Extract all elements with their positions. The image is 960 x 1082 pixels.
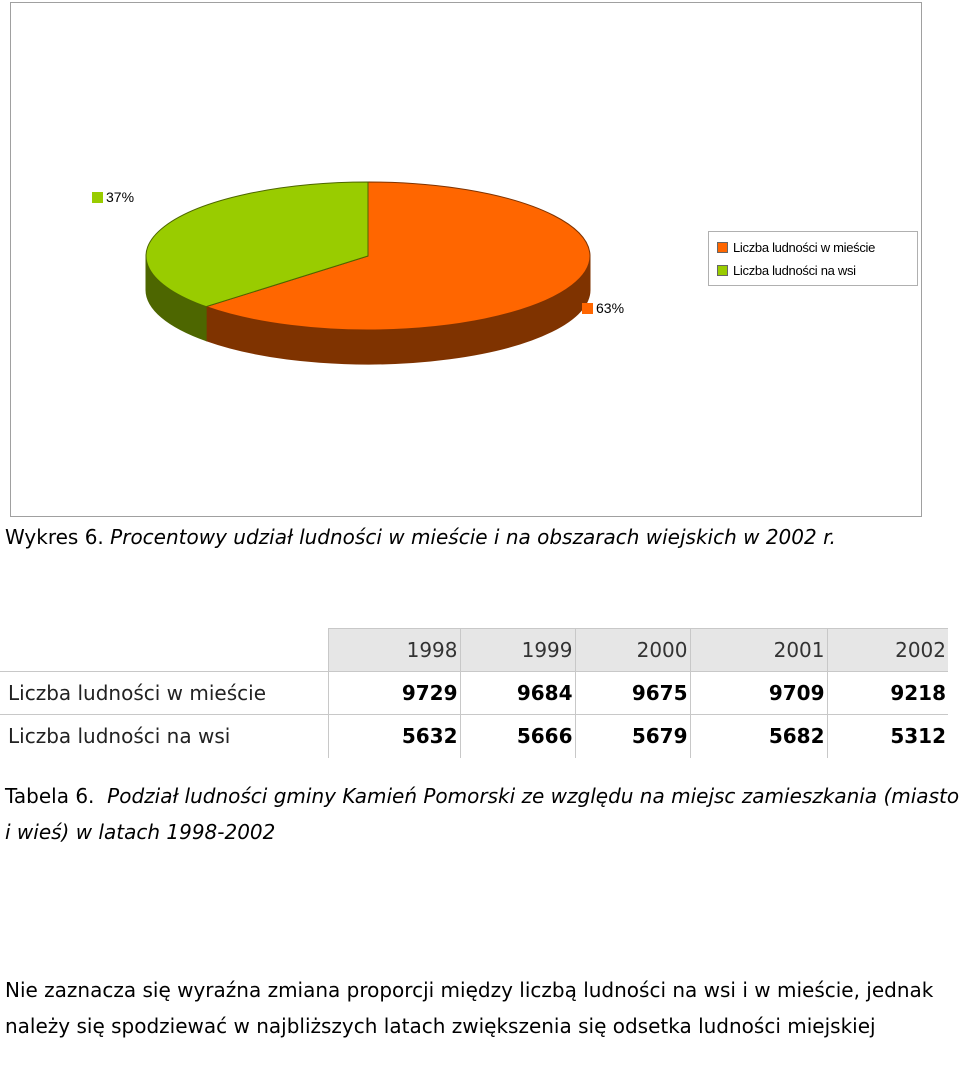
table-cell: 9218 — [827, 672, 948, 715]
row-label-city: Liczba ludności w mieście — [0, 672, 328, 715]
legend-label-city: Liczba ludności w mieście — [733, 240, 876, 255]
table-cell: 9729 — [328, 672, 460, 715]
body-paragraph: Nie zaznacza się wyraźna zmiana proporcji między liczbą ludności na wsi i w mieście, jednak należy się spodziewać w najbliższych latach zwiększenia się odsetka ludności miejskiej — [5, 978, 934, 1038]
year-2002: 2002 — [827, 629, 948, 672]
table-cell: 5312 — [827, 715, 948, 758]
chart-frame — [10, 2, 922, 517]
table-caption-prefix: Tabela 6. — [5, 784, 95, 808]
table-header-row — [0, 629, 948, 672]
year-1998: 1998 — [328, 629, 460, 672]
chart-legend — [708, 231, 918, 286]
figure-caption-text: Procentowy udział ludności w mieście i na obszarach wiejskich w 2002 r. — [110, 525, 836, 549]
legend-swatch-village — [717, 265, 728, 276]
year-2001: 2001 — [690, 629, 827, 672]
table-cell: 9675 — [575, 672, 690, 715]
table-cell: 9684 — [460, 672, 575, 715]
table-row — [0, 672, 948, 715]
row-label-village: Liczba ludności na wsi — [8, 724, 231, 749]
table-row — [0, 715, 948, 758]
figure-caption — [5, 525, 836, 549]
table-cell: 5632 — [328, 715, 460, 758]
legend-swatch-city — [717, 242, 728, 253]
table-cell: 5682 — [690, 715, 827, 758]
year-1999: 1999 — [460, 629, 575, 672]
table-cell: 9709 — [690, 672, 827, 715]
table-caption — [5, 778, 960, 850]
table-cell: 5679 — [575, 715, 690, 758]
legend-item-city — [717, 240, 875, 256]
year-2000: 2000 — [575, 629, 690, 672]
table-corner — [0, 629, 328, 672]
data-label-swatch-village — [92, 192, 103, 203]
population-table — [0, 628, 948, 758]
legend-item-village — [717, 263, 856, 279]
data-label-village: 37% — [106, 189, 135, 205]
data-label-swatch-city — [582, 303, 593, 314]
table-caption-text: Podział ludności gminy Kamień Pomorski ze względu na miejsc zamieszkania (miasto i wieś) w latach 1998-2002 — [5, 784, 960, 844]
legend-label-village: Liczba ludności na wsi — [733, 263, 856, 278]
data-label-city: 63% — [596, 300, 625, 316]
table-cell: 5666 — [460, 715, 575, 758]
figure-caption-prefix: Wykres 6. — [5, 525, 104, 549]
